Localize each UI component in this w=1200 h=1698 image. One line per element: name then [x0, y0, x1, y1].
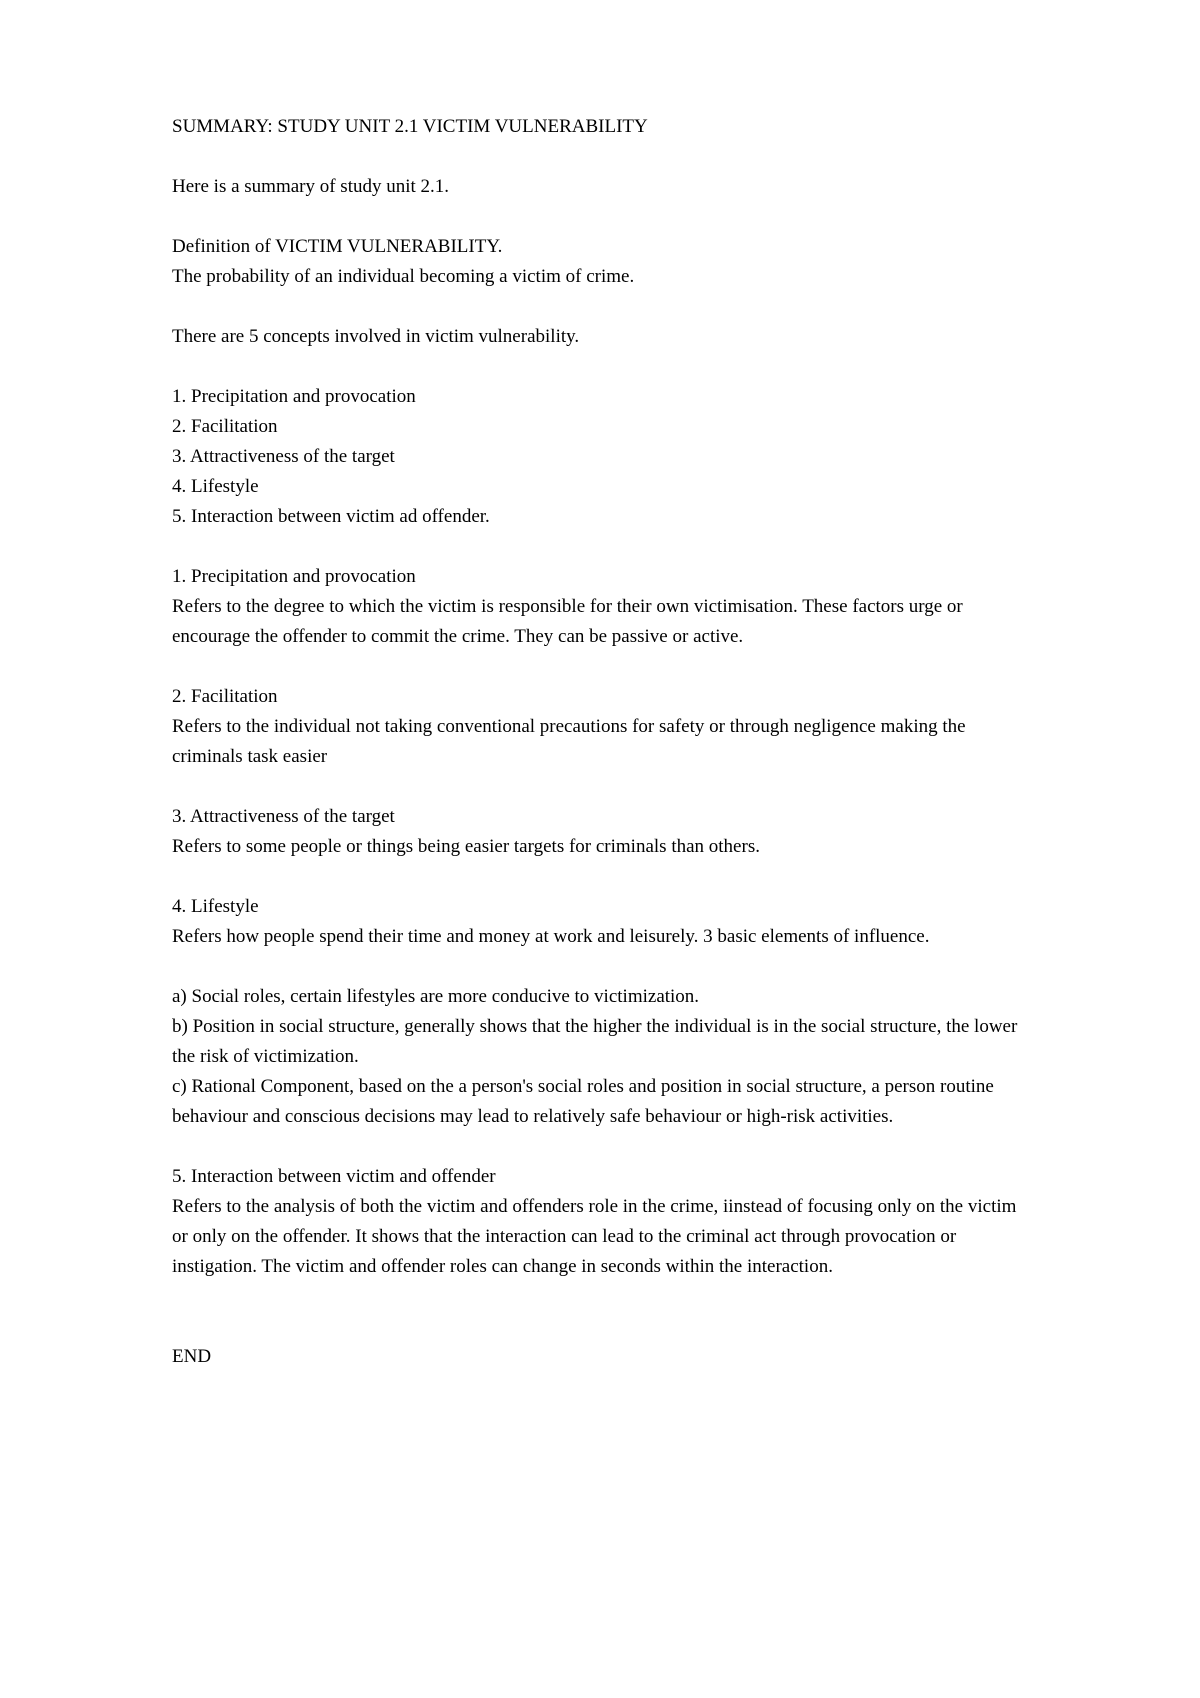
blank-line	[172, 142, 1032, 172]
list-item: 1. Precipitation and provocation	[172, 386, 416, 407]
list-item: c) Rational Component, based on the a person's social roles and position in social structure, a person routine behaviour and conscious decisions may lead to relatively safe behaviour or high-risk activities.	[172, 1076, 999, 1127]
blank-line	[172, 1132, 1032, 1162]
concepts-intro: There are 5 concepts involved in victim vulnerability.	[172, 326, 580, 347]
section-heading: 5. Interaction between victim and offender	[172, 1166, 496, 1187]
blank-line	[172, 652, 1032, 682]
section-precipitation	[172, 562, 1032, 652]
section-heading: 4. Lifestyle	[172, 896, 259, 917]
concepts-list	[172, 382, 1032, 532]
list-item: b) Position in social structure, generally shows that the higher the individual is in the social structure, the lower the risk of victimization.	[172, 1016, 1023, 1067]
list-item: a) Social roles, certain lifestyles are more conducive to victimization.	[172, 986, 700, 1007]
intro-text: Here is a summary of study unit 2.1.	[172, 176, 450, 197]
section-attractiveness	[172, 802, 1032, 862]
list-item: 4. Lifestyle	[172, 476, 259, 497]
blank-line	[172, 1282, 1032, 1342]
section-text: Refers to some people or things being easier targets for criminals than others.	[172, 836, 760, 857]
section-text: Refers to the degree to which the victim is responsible for their own victimisation. These factors urge or encourage the offender to commit the crime. They can be passive or active.	[172, 596, 968, 647]
section-text: Refers to the analysis of both the victim and offenders role in the crime, iinstead of focusing only on the victim or only on the offender. It shows that the interaction can lead to the criminal act through provocation or instigation. The victim and offender roles can change in seconds within the interaction.	[172, 1196, 1022, 1277]
definition-heading: Definition of VICTIM VULNERABILITY.	[172, 236, 503, 257]
blank-line	[172, 292, 1032, 322]
blank-line	[172, 532, 1032, 562]
document-body	[172, 112, 1032, 1372]
blank-line	[172, 352, 1032, 382]
list-item: 5. Interaction between victim ad offender.	[172, 506, 490, 527]
definition-text: The probability of an individual becoming a victim of crime.	[172, 266, 635, 287]
section-heading: 3. Attractiveness of the target	[172, 806, 395, 827]
lifestyle-elements-list	[172, 982, 1032, 1132]
section-facilitation	[172, 682, 1032, 772]
blank-line	[172, 952, 1032, 982]
document-title: SUMMARY: STUDY UNIT 2.1 VICTIM VULNERABILITY	[172, 116, 648, 137]
blank-line	[172, 862, 1032, 892]
end-marker: END	[172, 1346, 212, 1367]
section-heading: 2. Facilitation	[172, 686, 278, 707]
section-text: Refers how people spend their time and money at work and leisurely. 3 basic elements of influence.	[172, 926, 930, 947]
section-heading: 1. Precipitation and provocation	[172, 566, 416, 587]
blank-line	[172, 772, 1032, 802]
blank-line	[172, 202, 1032, 232]
section-lifestyle	[172, 892, 1032, 952]
section-interaction	[172, 1162, 1032, 1282]
list-item: 2. Facilitation	[172, 416, 278, 437]
section-text: Refers to the individual not taking conventional precautions for safety or through negligence making the criminals task easier	[172, 716, 971, 767]
list-item: 3. Attractiveness of the target	[172, 446, 395, 467]
